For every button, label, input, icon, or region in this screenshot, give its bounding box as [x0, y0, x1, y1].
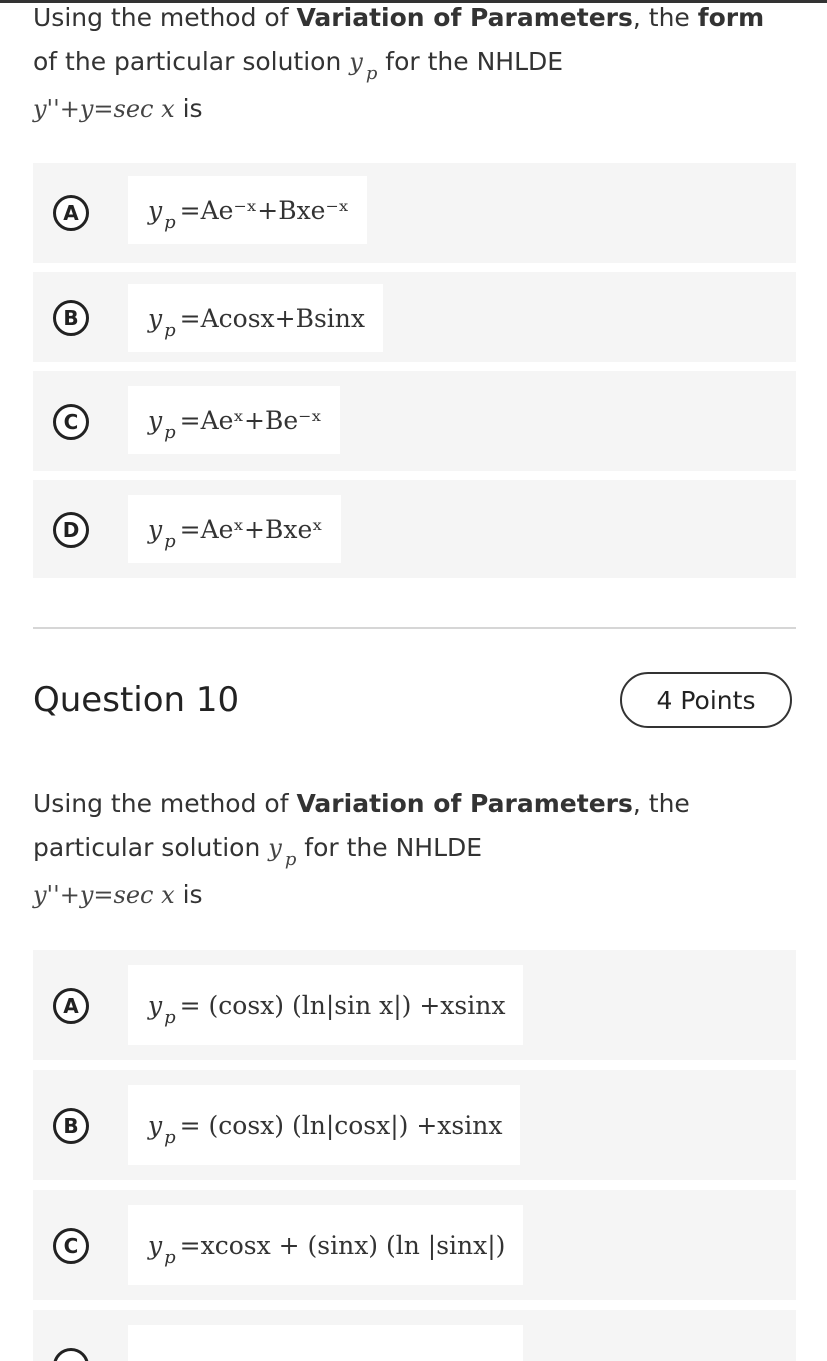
choice-rhs: =Acosx+Bsinx	[179, 303, 365, 333]
choice-letter-badge-partial	[53, 1348, 89, 1361]
q10-yp-subscript: p	[284, 849, 297, 870]
points-badge: 4 Points	[620, 672, 792, 728]
yp-symbol: y	[148, 1110, 163, 1140]
q9-choice-b[interactable]	[33, 272, 796, 362]
yp-subscript: p	[164, 1126, 176, 1148]
choice-letter-badge: A	[53, 195, 89, 231]
question-10-title: Question 10	[33, 680, 240, 720]
q9-choice-a[interactable]	[33, 163, 796, 263]
question-9-line-3	[33, 87, 793, 131]
q9-yp-subscript: p	[365, 63, 378, 84]
yp-symbol: y	[148, 405, 163, 435]
choice-rhs: = (cosx) (ln|cosx|) +xsinx	[179, 1110, 503, 1140]
q10-choice-b[interactable]	[33, 1070, 796, 1180]
q10-choice-a[interactable]	[33, 950, 796, 1060]
question-10-text	[33, 782, 793, 917]
q10-equation: y''+y=sec x	[33, 881, 175, 909]
q9-text-segment: is	[174, 94, 203, 123]
q9-choice-d[interactable]	[33, 480, 796, 578]
choice-rhs: =Ae⁻ˣ+Bxe⁻ˣ	[179, 195, 350, 225]
choice-equation	[128, 495, 341, 563]
question-10-line-1	[33, 782, 793, 826]
choice-equation	[128, 176, 367, 244]
choice-equation	[128, 965, 523, 1045]
question-10-line-3	[33, 873, 793, 917]
q9-text-segment: of the particular solution	[33, 47, 350, 76]
yp-symbol: y	[148, 303, 163, 333]
q10-text-segment: Using the method of	[33, 789, 297, 818]
yp-subscript: p	[164, 1246, 176, 1268]
choice-equation-partial	[128, 1325, 523, 1361]
yp-symbol: y	[148, 1230, 163, 1260]
yp-subscript: p	[164, 319, 176, 341]
q10-bold-method: Variation of Parameters	[296, 789, 633, 818]
q10-text-segment: particular solution	[33, 833, 269, 862]
choice-equation	[128, 386, 340, 454]
q10-text-segment: for the NHLDE	[296, 833, 483, 862]
yp-symbol: y	[148, 195, 163, 225]
question-10-line-2	[33, 826, 793, 873]
choice-rhs: =xcosx + (sinx) (ln |sinx|)	[179, 1230, 506, 1260]
q9-text-segment: , the	[632, 3, 698, 32]
choice-equation	[128, 1085, 520, 1165]
q10-text-segment: is	[174, 880, 203, 909]
choice-letter-badge: B	[53, 300, 89, 336]
choice-letter-badge: C	[53, 404, 89, 440]
yp-subscript: p	[164, 421, 176, 443]
yp-subscript: p	[164, 530, 176, 552]
choice-letter-badge: A	[53, 988, 89, 1024]
q9-bold-form: form	[697, 3, 765, 32]
choice-rhs: =Aeˣ+Bxeˣ	[179, 514, 323, 544]
choice-equation	[128, 1205, 523, 1285]
q10-yp-symbol: y	[268, 834, 282, 862]
choice-rhs: =Aeˣ+Be⁻ˣ	[179, 405, 322, 435]
choice-letter-badge: B	[53, 1108, 89, 1144]
question-9-line-2	[33, 40, 793, 87]
yp-symbol: y	[148, 514, 163, 544]
q9-yp-symbol: y	[349, 48, 363, 76]
q10-choice-c[interactable]	[33, 1190, 796, 1300]
q10-choice-d-partial[interactable]	[33, 1310, 796, 1361]
q9-text-segment: Using the method of	[33, 3, 297, 32]
choice-letter-badge: D	[53, 512, 89, 548]
q9-text-segment: for the NHLDE	[377, 47, 564, 76]
yp-subscript: p	[164, 211, 176, 233]
yp-symbol: y	[148, 990, 163, 1020]
yp-subscript: p	[164, 1006, 176, 1028]
question-divider	[33, 627, 796, 629]
choice-equation	[128, 284, 383, 352]
q9-bold-method: Variation of Parameters	[296, 3, 633, 32]
choice-rhs: = (cosx) (ln|sin x|) +xsinx	[179, 990, 506, 1020]
question-9-text	[33, 0, 793, 131]
choice-letter-badge: C	[53, 1228, 89, 1264]
q9-choice-c[interactable]	[33, 371, 796, 471]
q10-text-segment: , the	[632, 789, 690, 818]
q9-equation: y''+y=sec x	[33, 95, 175, 123]
question-9-line-1	[33, 0, 793, 40]
